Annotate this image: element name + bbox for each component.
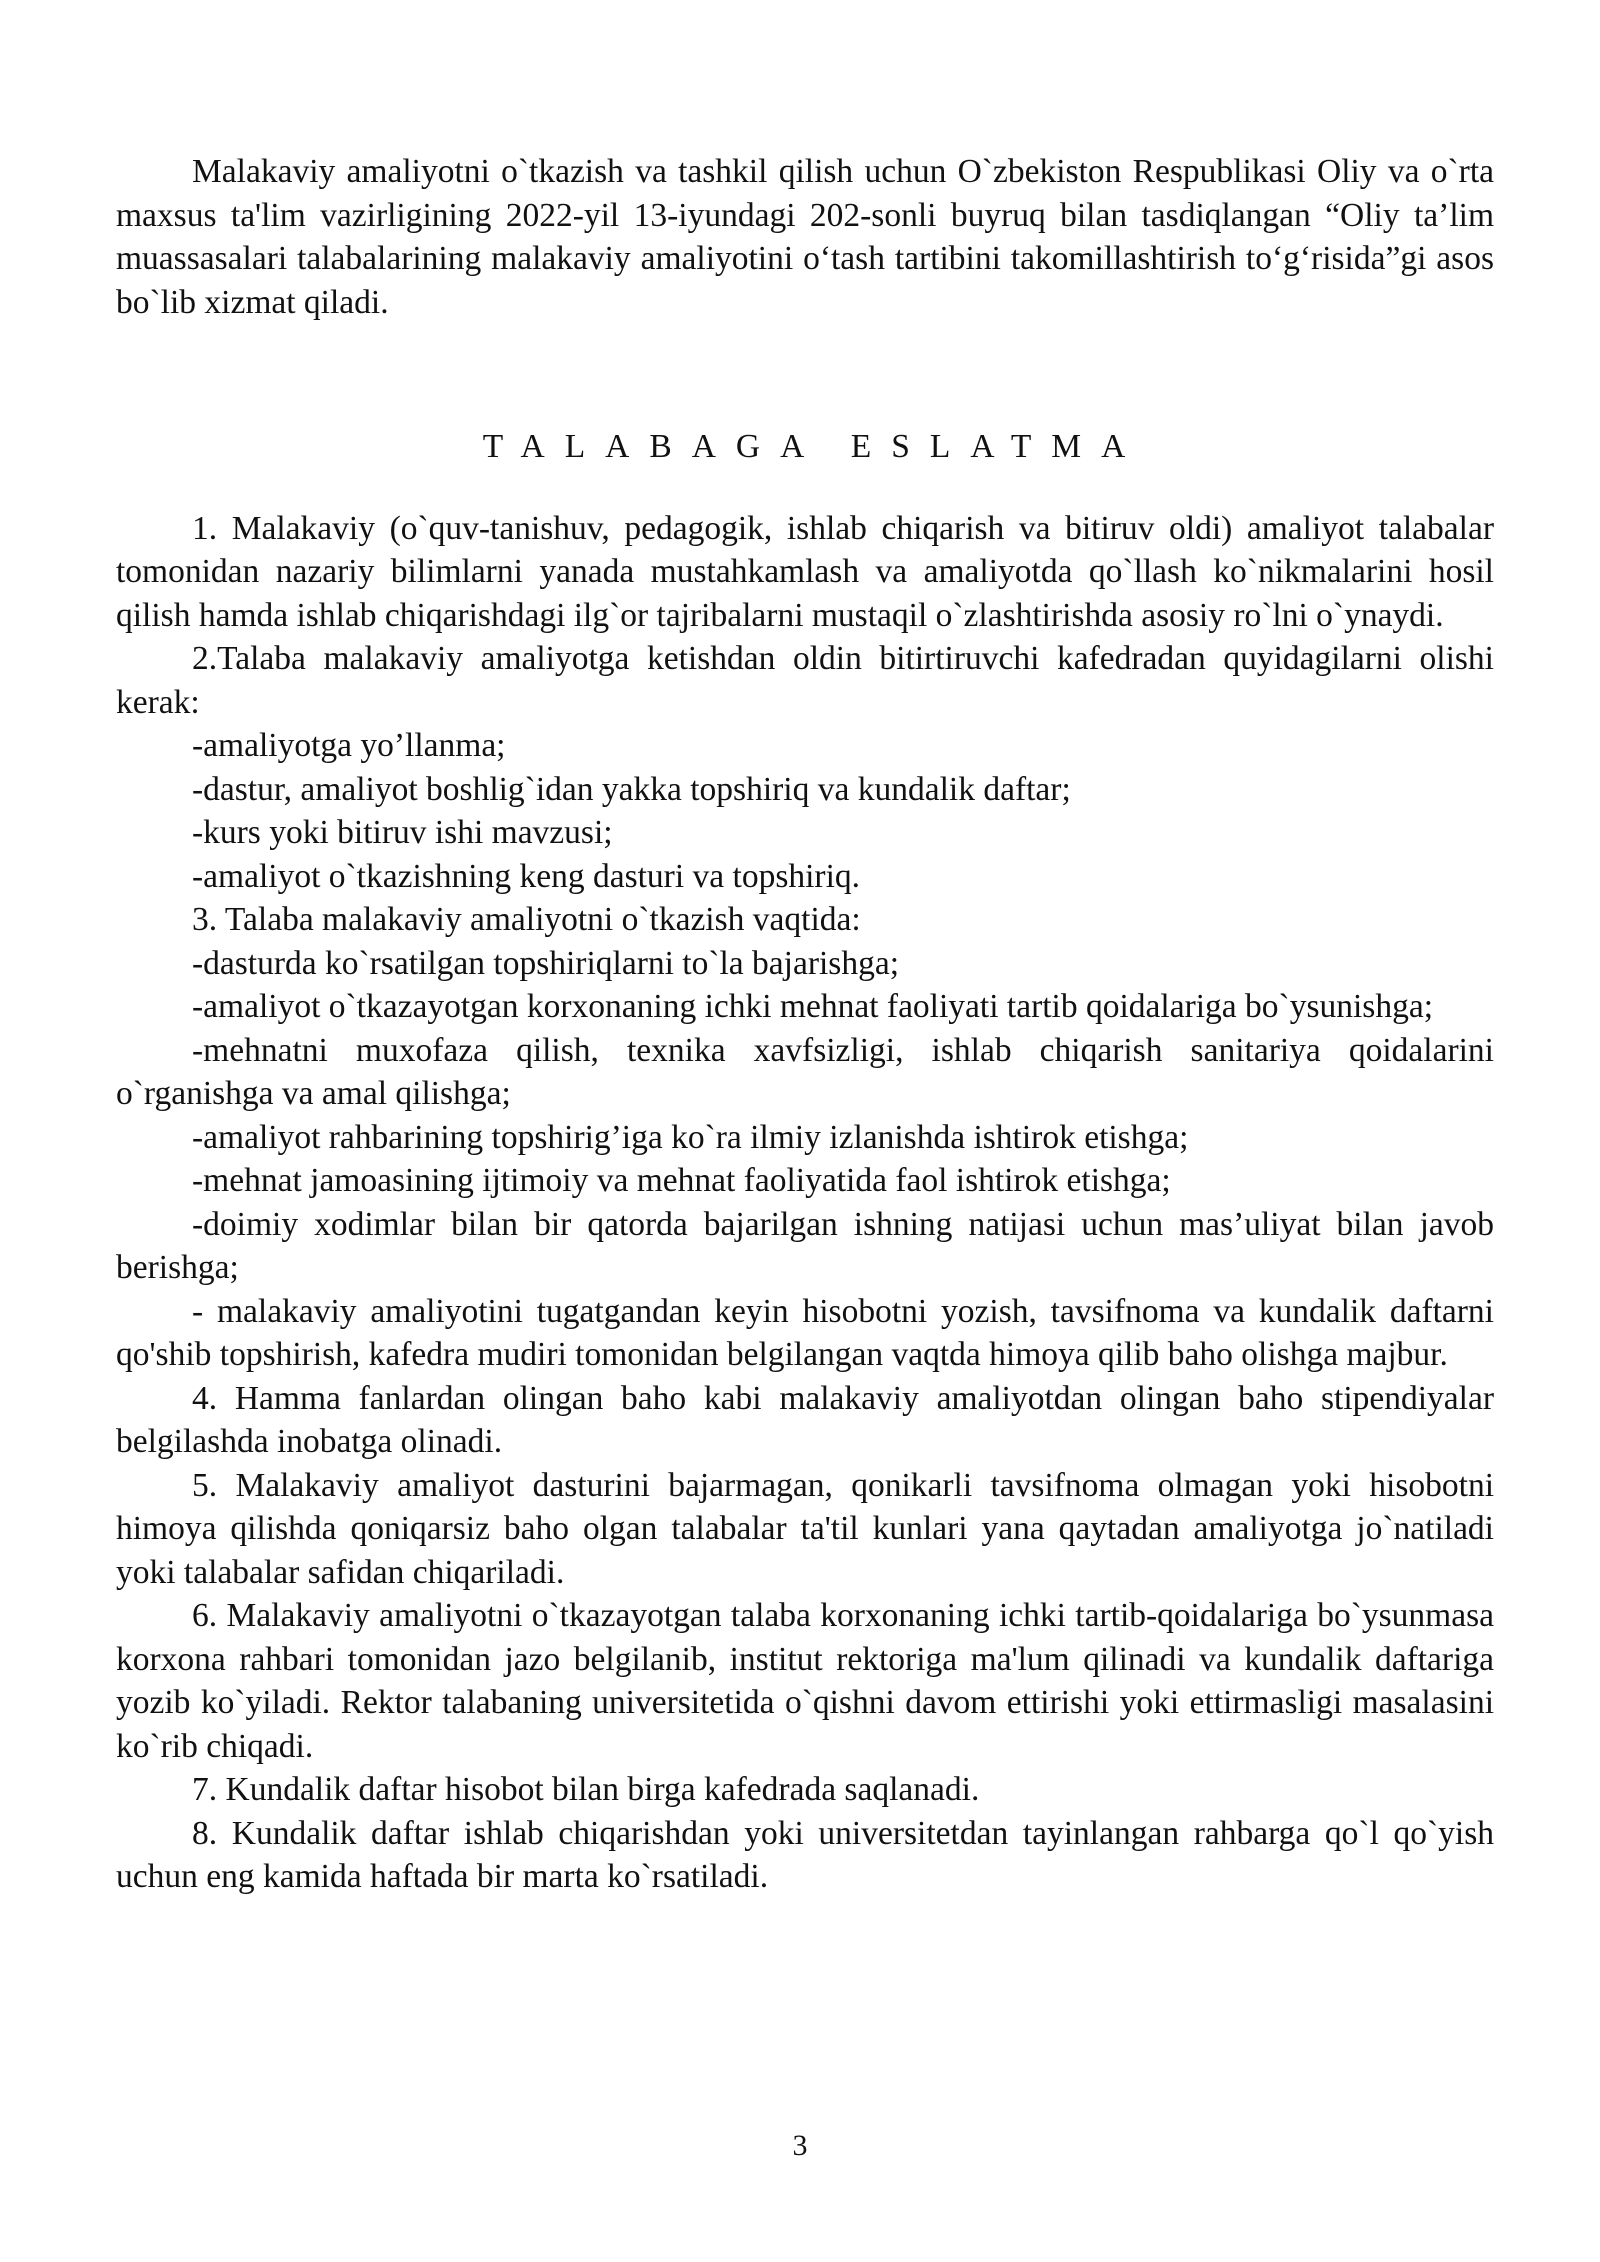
list-item: -doimiy xodimlar bilan bir qatorda bajarilgan ishning natijasi uchun mas’uliyat bilan javob berishga; xyxy=(116,1205,1494,1286)
list-item: -amaliyot o`tkazishning keng dasturi va topshiriq. xyxy=(192,857,861,895)
list-item: -mehnatni muxofaza qilish, texnika xavfsizligi, ishlab chiqarish sanitariya qoidalarini o`rganishga va amal qilishga; xyxy=(116,1031,1494,1112)
item-6-paragraph: 6. Malakaviy amaliyotni o`tkazayotgan talaba korxonaning ichki tartib-qoidalariga bo`ysunmasa korxona rahbari tomonidan jazo belgilanib, institut rektoriga ma'lum qilinadi va kundalik daftariga yozib ko`yiladi. Rektor talabaning universitetida o`qishni davom ettirishi yoki ettirmasligi masalasini ko`rib chiqadi. xyxy=(116,1597,1494,1765)
item-8-paragraph: 8. Kundalik daftar ishlab chiqarishdan yoki universitetdan tayinlangan rahbarga qo`l qo`yish uchun eng kamida haftada bir marta ko`rsatiladi. xyxy=(116,1814,1494,1895)
list-item: -amaliyotga yo’llanma; xyxy=(192,727,506,764)
intro-paragraph: Malakaviy amaliyotni o`tkazish va tashkil qilish uchun O`zbekiston Respublikasi Oliy va o`rta maxsus ta'lim vazirligining 2022-yil 13-iyundagi 202-sonli buyruq bilan tasdiqlangan “Oliy ta’lim muassasalari talabalarining malakaviy amaliyotini o‘tash tartibini takomillashtirish to‘g‘risida”gi asos bo`lib xizmat qiladi. xyxy=(116,153,1494,321)
page-number: 3 xyxy=(792,2129,808,2162)
item-3-paragraph: 3. Talaba malakaviy amaliyotni o`tkazish vaqtida: xyxy=(192,901,861,938)
list-item: -amaliyot rahbarining topshirig’iga ko`ra ilmiy izlanishda ishtirok etishga; xyxy=(192,1118,1189,1156)
item-4-paragraph: 4. Hamma fanlardan olingan baho kabi malakaviy amaliyotdan olingan baho stipendiyalar belgilashda inobatga olinadi. xyxy=(116,1379,1494,1460)
list-item: -kurs yoki bitiruv ishi mavzusi; xyxy=(192,814,613,851)
item-1-paragraph: 1. Malakaviy (o`quv-tanishuv, pedagogik, ishlab chiqarish va bitiruv oldi) amaliyot talabalar tomonidan nazariy bilimlarni yanada mustahkamlash va amaliyotda qo`llash ko`nikmalarini hosil qilish hamda ishlab chiqarishdagi ilg`or tajribalarni mustaqil o`zlashtirishda asosiy ro`lni o`ynaydi. xyxy=(116,509,1494,634)
document-page xyxy=(116,150,1494,1899)
list-item: -amaliyot o`tkazayotgan korxonaning ichki mehnat faoliyati tartib qoidalariga bo`ysunishga; xyxy=(192,988,1434,1025)
list-item: -mehnat jamoasining ijtimoiy va mehnat faoliyatida faol ishtirok etishga; xyxy=(192,1162,1171,1199)
item-2-paragraph: 2.Talaba malakaviy amaliyotga ketishdan oldin bitirtiruvchi kafedradan quyidagilarni olishi kerak: xyxy=(116,640,1494,721)
item-7-paragraph: 7. Kundalik daftar hisobot bilan birga kafedrada saqlanadi. xyxy=(192,1771,980,1808)
list-item: -dasturda ko`rsatilgan topshiriqlarni to`la bajarishga; xyxy=(192,944,900,982)
section-title: TALABAGA ESLATMA xyxy=(482,428,1146,465)
item-5-paragraph: 5. Malakaviy amaliyot dasturini bajarmagan, qonikarli tavsifnoma olmagan yoki hisobotni himoya qilishda qoniqarsiz baho olgan talabalar ta'til kunlari yana qaytadan amaliyotga jo`natiladi yoki talabalar safidan chiqariladi. xyxy=(116,1466,1494,1591)
list-item: -dastur, amaliyot boshlig`idan yakka topshiriq va kundalik daftar; xyxy=(192,770,1071,808)
list-item: - malakaviy amaliyotini tugatgandan keyin hisobotni yozish, tavsifnoma va kundalik daftarni qo'shib topshirish, kafedra mudiri tomonidan belgilangan vaqtda himoya qilib baho olishga majbur. xyxy=(116,1292,1494,1373)
